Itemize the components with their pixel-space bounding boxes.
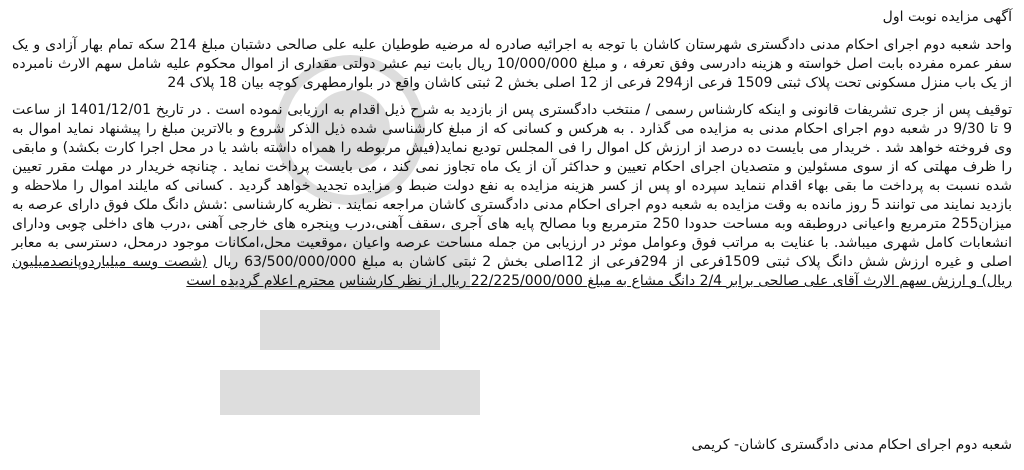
notice-paragraph-2 bbox=[12, 101, 1012, 291]
notice-title: آگهی مزایده نوبت اول bbox=[882, 9, 1012, 25]
paragraph-1-line: واحد شعبه دوم اجرای احکام مدنی دادگستری شهرستان کاشان با توجه به اجرائیه صادره له مرضیه طوطیان علیه علی صالحی دشتبان مبلغ 214 سکه تمام bbox=[108, 37, 1012, 53]
notice-paragraph-1 bbox=[12, 36, 1012, 93]
paragraph-2-underlined-text: (شصت وسه میلیاردوپانصدمیلیون ریال) و ارزش سهم الارث آقای علی صالحی برابر 2/4 دانگ مشاع به مبلغ 22/225/000/000 ریال از نظر کارشناس bbox=[12, 254, 1012, 289]
paragraph-1-line: بلوارمطهری کوچه بیان 18 پلاک 24 bbox=[167, 75, 374, 91]
paragraph-2-underlined-ending: محترم اعلام گردیده است bbox=[186, 273, 335, 289]
paragraph-2-text: توقیف پس از جری تشریفات قانونی و اینکه کارشناس رسمی / منتخب دادگستری پس از بازدید به شرح ذیل اقدام به ارزیابی نموده است . در تاریخ 1401/12/01 از ساعت 9 تا 9/30 در شعبه دوم اجرای احکام مدنی به مزایده می گذارد . به هرکس و کسانی که از مبلغ کارشناسی شده ذیل الذکر شروع و بالاترین مبلغ را پیشنهاد نماید اموال به وی فروخته خواهد شد . خریدار می بایست ده درصد از ارزش کل اموال را فی المجلس تودیع نماید(فیش مربوطه را همراه داشته باشد یا در محل اجرا کارت بکشد) و مابقی را ظرف مهلتی که از سوی مسئولین و متصدیان اجرای احکام تعیین و حداکثر آن از یک ماه تجاوز نمی کند ، می بایست پرداخت نماید . چنانچه خریدار در مهلت مقرر تعیین شده نسبت به پرداخت ما بقی بهاء اقدام ننماید سپرده او پس از کسر هزینه مزایده به نفع دولت ضبط و مزایده تجدید خواهد گردید . کسانی که مایلند اموال را ملاحظه و بازدید نمایند می توانند 5 روز مانده به وقت مزایده به شعبه دوم اجرای احکام مدنی دادگستری کاشان مراجعه نمایند . نظریه کارشناسی :شش دانگ ملک فوق دارای عرصه به میزان255 مترمربع واعیانی درو‌طبقه وبه مساحت حدودا 250 مترمربع وبا مصالح پایه های آجری ،سقف آهنی،درب وپنجره های خارجی آهنی ،درب های داخلی چوبی ودارای انشعابات کامل شهری میباشد. با عنایت به مراتب فوق وعوامل موثر در ارزیابی من جمله مساحت عرصه واعیان ،موقعیت محل،امکانات موجود درمحل، دسترسی به معابر اصلی و غیره ارزش شش دانگ پلاک ثبتی 1509فرعی از 294فرعی از 12اصلی بخش 2 ثبتی کاشان به مبلغ 63/500/000/000 ریال bbox=[12, 102, 1013, 270]
paragraph-1-line: محکوم علیه شامل سهم الارث نامبرده از یک باب منزل مسکونی تحت پلاک ثبتی 1509 فرعی از294 فرعی از 12 اصلی بخش 2 ثبتی کاشان واقع در bbox=[12, 56, 1012, 91]
notice-footer-signature: شعبه دوم اجرای احکام مدنی دادگستری کاشان- کریمی bbox=[691, 437, 1012, 453]
paragraph-1-line: بهار آزادی و یک سفر عمره مفرده بابت اصل خواسته و هزینه دادرسی وفق تعرفه ، و مبلغ 10/000/000 ریال بابت نیم عشر دولتی مقداری از اموال bbox=[12, 37, 1013, 72]
